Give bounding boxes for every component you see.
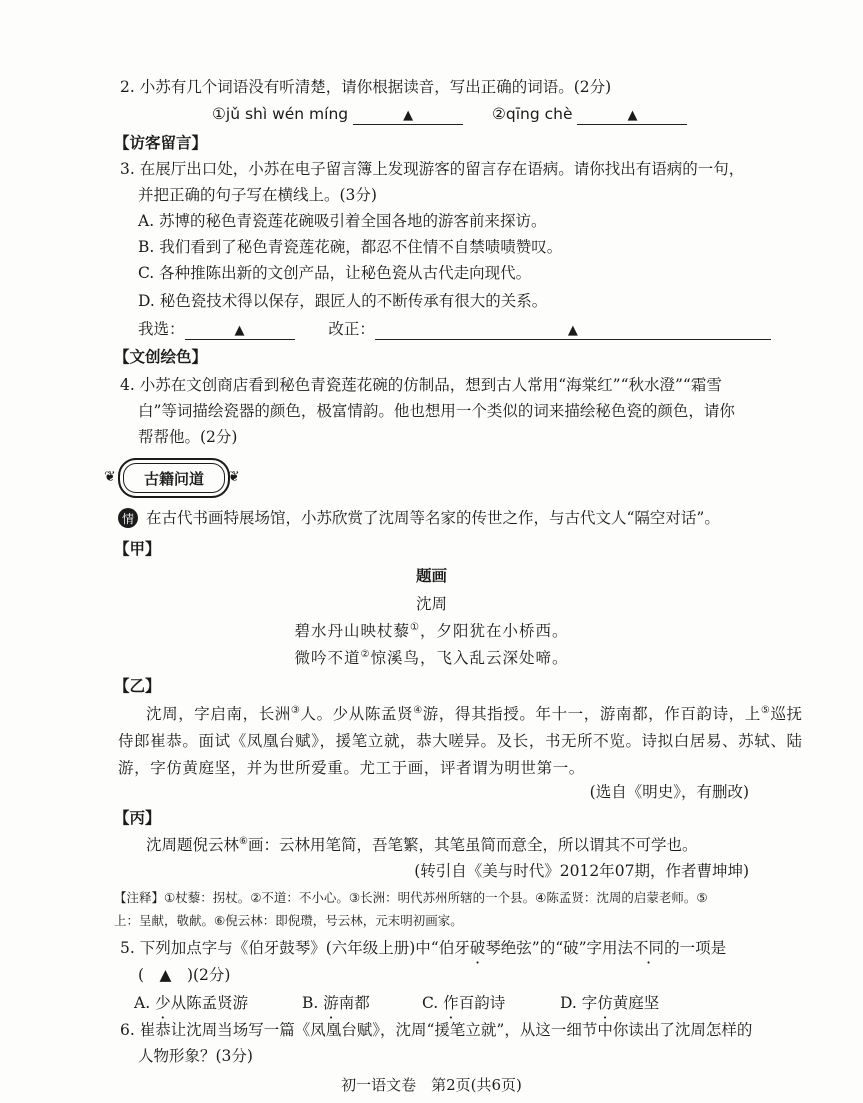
poem-line-1-a: 碧水丹山映杖藜 <box>294 622 411 640</box>
passage-yi-line-2: 侍郎崔恭。面试《凤凰台赋》，援笔立就，恭大嗟异。及长，书无所不览。诗拟白居易、苏轼、陆 <box>118 732 803 750</box>
passage-yi-line-3: 游，字仿黄庭坚，并为世所爱重。尤工于画，评者谓为明世第一。 <box>118 759 585 777</box>
answer-mark: ▲ <box>403 108 414 123</box>
section-banner <box>118 458 230 498</box>
q4-line1: 4. 小苏在文创商店看到秘色青瓷莲花碗的仿制品，想到古人常用“海棠红”“秋水澄”“霜雪 <box>120 376 722 394</box>
annotation-line-1: 【注释】①杖藜：拐杖。②不道：不小心。③长洲：明代苏州所辖的一个县。④陈孟贤：沈周的启蒙老师。⑤ <box>114 890 708 905</box>
q3-option-b: B. 我们看到了秘色青瓷莲花碗，都忍不住情不自禁啧啧赞叹。 <box>138 238 563 256</box>
poem-line-1-b: ，夕阳犹在小桥西。 <box>419 622 569 640</box>
q4-line3: 帮帮他。(2分) <box>138 428 238 446</box>
q2-item1-pinyin: ①jǔ shì wén míng <box>212 105 349 123</box>
q2-item2-pinyin: ②qīng chè <box>492 105 573 123</box>
poem-line-2-a: 微吟不道 <box>294 649 361 667</box>
q3-fix-label: 改正： <box>328 320 375 338</box>
q5-dotted-char: 仿 <box>597 994 613 1012</box>
yi-text: 巡抚 <box>770 705 803 723</box>
q5-option-c <box>422 992 560 1014</box>
answer-mark: ▲ <box>567 323 578 338</box>
banner-ornament-right-icon: ❦ <box>228 469 240 485</box>
q3-line1: 3. 在展厅出口处，小苏在电子留言簿上发现游客的留言存在语病。请你找出有语病的一句， <box>120 160 745 178</box>
q2-item1 <box>212 103 463 125</box>
opt-text: D. 字 <box>560 994 598 1012</box>
note-ref: ⑥ <box>239 835 248 847</box>
q5-dotted-char: 破 <box>469 939 486 957</box>
passage-yi-label: 【乙】 <box>114 676 161 695</box>
page-footer: 初一语文卷 第2页(共6页) <box>341 1076 522 1094</box>
q5-dotted-char: 少 <box>155 994 171 1012</box>
bing-text: 沈周题倪云林 <box>146 836 240 854</box>
note-ref: ② <box>360 648 371 660</box>
poem-title: 题画 <box>415 566 447 585</box>
q5-dotted-word: 不同 <box>633 939 665 957</box>
q3-fix-blank[interactable] <box>375 322 771 340</box>
passage-yi-line-1 <box>146 703 803 725</box>
q5-text: 的一项是 <box>664 939 727 957</box>
q2-answer2-blank[interactable] <box>577 107 687 125</box>
poem-author: 沈周 <box>415 595 447 613</box>
note-ref: ⑤ <box>760 704 771 716</box>
note-ref: ③ <box>290 704 301 716</box>
passage-bing-source: (转引自《美与时代》2012年07期，作者曹坤坤) <box>414 862 749 880</box>
q3-option-a: A. 苏博的秘色青瓷莲花碗吸引着全国各地的游客前来探访。 <box>138 212 547 230</box>
banner-ornament-left-icon: ❦ <box>104 469 116 485</box>
q5-option-a <box>134 992 302 1014</box>
section-visitor-message: 【访客留言】 <box>114 133 208 152</box>
q4-line2: 白”等词描绘瓷器的颜色，极富情韵。他也想用一个类似的词来描绘秘色瓷的颜色，请你 <box>138 402 735 420</box>
opt-text: A. <box>134 994 156 1012</box>
opt-text: 从陈孟贤游 <box>170 994 249 1012</box>
section-banner-title: 古籍问道 <box>143 469 204 488</box>
q3-option-d: D. 秘色瓷技术得以保存，跟匠人的不断传承有很大的关系。 <box>138 292 548 310</box>
note-ref: ① <box>410 621 420 633</box>
q5-options <box>134 992 659 1014</box>
scenario-badge-icon: 情 <box>118 508 138 528</box>
q2-answer1-blank[interactable] <box>353 107 463 125</box>
q2-text: 2. 小苏有几个词语没有听清楚，请你根据读音，写出正确的词语。(2分) <box>120 78 612 96</box>
scenario-intro: 在古代书画特展场馆，小苏欣赏了沈周等名家的传世之作，与古代文人“隔空对话”。 <box>146 509 720 527</box>
q3-choose-blank[interactable] <box>185 322 295 340</box>
q6-line2: 人物形象？(3分) <box>138 1047 253 1065</box>
opt-text: B. <box>302 994 324 1012</box>
passage-bing-line-1 <box>146 834 698 856</box>
q6-line1: 6. 崔恭让沈周当场写一篇《凤凰台赋》，沈周“援笔立就”，从这一细节中你读出了沈周怎样的 <box>120 1021 753 1039</box>
q3-line2: 并把正确的句子写在横线上。(3分) <box>138 186 377 204</box>
q5-answer-slot[interactable]: ( ▲ )(2分) <box>138 966 231 984</box>
answer-mark: ▲ <box>627 108 638 123</box>
q5-line1 <box>120 937 726 959</box>
poem-line-1 <box>0 620 863 642</box>
opt-text: 南都 <box>338 994 370 1012</box>
annotation-line-2: 上：呈献，敬献。⑥倪云林：即倪瓒，号云林，元末明初画家。 <box>114 913 463 928</box>
passage-bing-label: 【丙】 <box>114 808 161 827</box>
q3-choose-label: 我选： <box>138 320 185 338</box>
opt-text: 百韵诗 <box>458 994 506 1012</box>
opt-text: C. <box>422 994 444 1012</box>
poem-line-2 <box>0 647 863 669</box>
q2-item2 <box>492 103 687 125</box>
q5-option-d <box>560 994 659 1012</box>
q5-text: 琴绝弦”的“破”字用法 <box>485 939 634 957</box>
q5-dotted-char: 游 <box>323 994 339 1012</box>
section-craft-color: 【文创绘色】 <box>114 347 208 366</box>
passage-jia-label: 【甲】 <box>114 539 161 558</box>
bing-text: 画：云林用笔简，吾笔繁，其笔虽简而意全，所以谓其不可学也。 <box>247 836 698 854</box>
passage-yi-source: (选自《明史》，有删改) <box>589 783 749 801</box>
opt-text: 黄庭坚 <box>612 994 660 1012</box>
yi-text: 沈周，字启南，长洲 <box>146 705 291 723</box>
q5-option-b <box>302 992 422 1014</box>
yi-text: 游，得其指授。年十一，游南都，作百韵诗，上 <box>422 705 761 723</box>
q5-dotted-char: 作 <box>443 994 459 1012</box>
answer-mark: ▲ <box>234 323 245 338</box>
note-ref: ④ <box>413 704 423 716</box>
q3-answer-row <box>138 318 771 340</box>
yi-text: 人。少从陈孟贤 <box>300 705 414 723</box>
q5-text: 5. 下列加点字与《伯牙鼓琴》(六年级上册)中“伯牙 <box>120 939 470 957</box>
q3-option-c: C. 各种推陈出新的文创产品，让秘色瓷从古代走向现代。 <box>138 264 532 282</box>
poem-line-2-b: 惊溪鸟，飞入乱云深处啼。 <box>370 649 569 667</box>
